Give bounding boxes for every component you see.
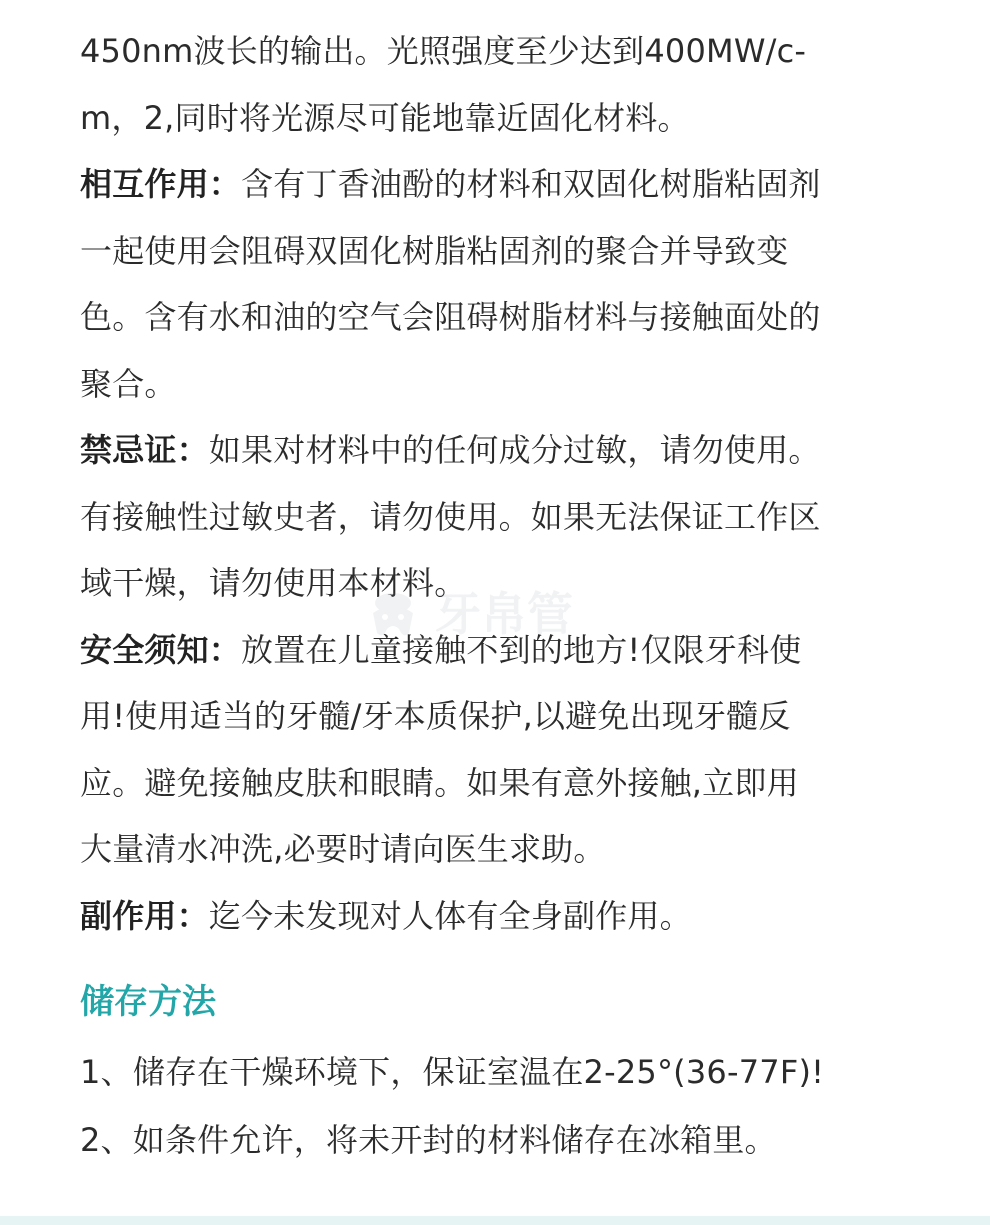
interaction-text-2: 一起使用会阻碍双固化树脂粘固剂的聚合并导致变	[80, 231, 789, 270]
storage-list	[80, 1038, 940, 1174]
safety-line-3	[80, 750, 920, 817]
storage-item-2	[80, 1106, 940, 1174]
storage-item-1	[80, 1038, 940, 1106]
safety-label: 安全须知：	[80, 630, 242, 669]
safety-text-3: 应。避免接触皮肤和眼睛。如果有意外接触,立即用	[80, 763, 799, 802]
watermark-text: 牙帛管	[435, 587, 573, 641]
interaction-text-3: 色。含有水和油的空气会阻碍树脂材料与接触面处的	[80, 298, 821, 336]
intro-line-1	[80, 18, 920, 85]
instructions-body	[80, 18, 920, 949]
interaction-text-1: 含有丁香油酚的材料和双固化树脂粘固剂	[241, 165, 821, 203]
safety-line-2	[80, 683, 920, 750]
contraindications-text-3: 域干燥，请勿使用本材料。	[80, 564, 467, 602]
side-effects-text: 迄今未发现对人体有全身副作用。	[208, 896, 692, 935]
intro-text-2: m，2,同时将光源尽可能地靠近固化材料。	[80, 98, 690, 137]
intro-line-2	[80, 85, 920, 152]
safety-text-1: 放置在儿童接触不到的地方!仅限牙科使	[241, 630, 802, 669]
contraindications-label: 禁忌证：	[80, 431, 209, 469]
interaction-line-1	[80, 151, 920, 218]
storage-section-title: 储存方法	[80, 982, 216, 1022]
contraindications-line-2	[80, 484, 920, 551]
interaction-text-4: 聚合。	[80, 364, 177, 403]
storage-item-1-text: 1、储存在干燥环境下，保证室温在2-25°(36-77F)!	[80, 1053, 825, 1091]
interaction-line-2	[80, 218, 920, 285]
side-effects-line	[80, 883, 920, 950]
storage-item-2-text: 2、如条件允许，将未开封的材料储存在冰箱里。	[80, 1121, 777, 1159]
interaction-line-3	[80, 284, 920, 351]
bottom-border	[0, 1216, 990, 1225]
contraindications-text-1: 如果对材料中的任何成分过敏，请勿使用。	[208, 431, 821, 469]
contraindications-line-1	[80, 417, 920, 484]
safety-text-2: 用!使用适当的牙髓/牙本质保护,以避免出现牙髓反	[80, 697, 791, 735]
safety-line-4	[80, 816, 920, 883]
intro-text-1: 450nm波长的输出。光照强度至少达到400MW/c-	[80, 32, 807, 70]
contraindications-line-3	[80, 550, 920, 617]
side-effects-label: 副作用：	[80, 896, 209, 935]
interaction-label: 相互作用：	[80, 165, 242, 203]
interaction-line-4	[80, 351, 920, 418]
safety-text-4: 大量清水冲洗,必要时请向医生求助。	[80, 830, 606, 868]
contraindications-text-2: 有接触性过敏史者，请勿使用。如果无法保证工作区	[80, 497, 821, 536]
safety-line-1	[80, 617, 920, 684]
